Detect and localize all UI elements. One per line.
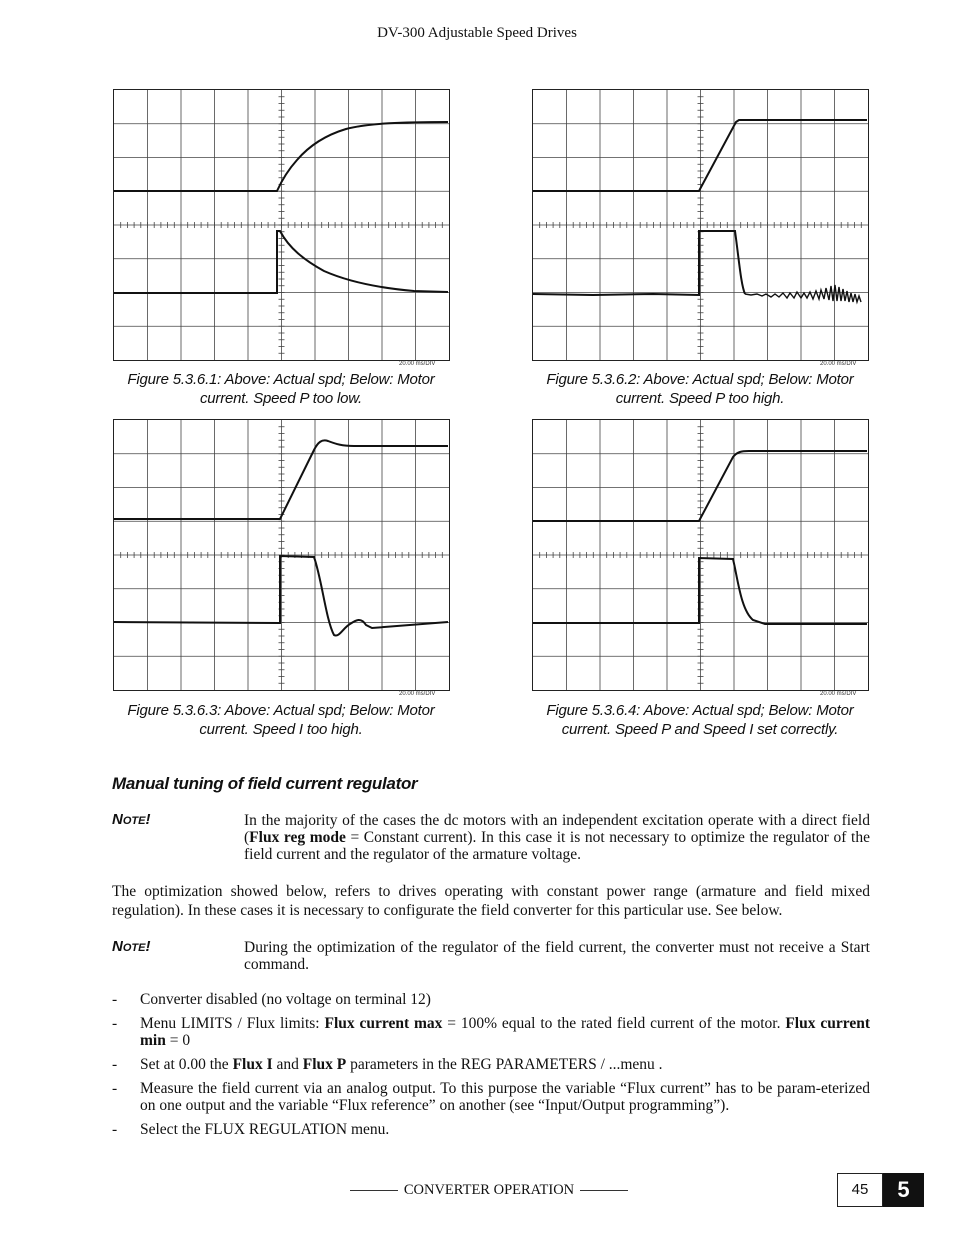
current-oscillation	[745, 285, 861, 302]
scope-scale-label: 20.00 ms/DIV	[820, 691, 857, 697]
speed-trace	[533, 451, 867, 521]
scope-grid	[533, 420, 868, 690]
page-footer: CONVERTER OPERATION	[342, 1182, 636, 1199]
list-item: - Converter disabled (no voltage on terminal 12)	[112, 991, 431, 1008]
list-item: - Measure the field current via an analog output. To this purpose the variable “Flux current” has to be param-eterized on one output and the variable “Flux reference” on another (see “Input/Output programming”).	[112, 1080, 870, 1114]
oscilloscope-trace-2	[532, 89, 869, 361]
body-paragraph: The optimization showed below, refers to drives operating with constant power range (armature and field mixed regulation). In these cases it is necessary to configurate the field converter for this particular use. See below.	[112, 883, 870, 919]
speed-trace	[114, 440, 448, 519]
current-trace	[533, 558, 867, 624]
speed-trace	[114, 122, 448, 191]
note-text-1: In the majority of the cases the dc motors with an independent excitation operate with a direct field (Flux reg mode = Constant current). In this case it is not necessary to optimize the regulator of the field current and the regulator of the armature voltage.	[244, 812, 870, 863]
scope-grid	[533, 90, 868, 360]
chapter-tab: 5	[883, 1173, 924, 1207]
oscilloscope-trace-1	[113, 89, 450, 361]
current-trace	[114, 556, 448, 636]
page-header: DV-300 Adjustable Speed Drives	[377, 25, 577, 41]
note-label: NOTE!	[112, 938, 151, 955]
scope-grid	[114, 420, 449, 690]
list-item: - Menu LIMITS / Flux limits: Flux current max = 100% equal to the rated field current of the motor. Flux current min = 0	[112, 1015, 870, 1049]
figure-caption-4: Figure 5.3.6.4: Above: Actual spd; Below: Motor current. Speed P and Speed I set correctly.	[546, 702, 854, 738]
note-text-2: During the optimization of the regulator of the field current, the converter must not receive a Start command.	[244, 939, 870, 973]
footer-rule-left	[350, 1190, 398, 1191]
section-title: Manual tuning of field current regulator	[112, 774, 418, 793]
page-number: 45	[837, 1173, 883, 1207]
scope-scale-label: 20.00 ms/DIV	[820, 361, 857, 367]
procedure-list	[112, 991, 870, 1145]
list-item: - Set at 0.00 the Flux I and Flux P parameters in the REG PARAMETERS / ...menu .	[112, 1056, 663, 1073]
oscilloscope-trace-3	[113, 419, 450, 691]
figure-caption-2: Figure 5.3.6.2: Above: Actual spd; Below: Motor current. Speed P too high.	[546, 371, 854, 407]
current-trace	[114, 231, 448, 293]
footer-rule-right	[580, 1190, 628, 1191]
note-label: NOTE!	[112, 811, 151, 828]
scope-grid	[114, 90, 449, 360]
figure-caption-1: Figure 5.3.6.1: Above: Actual spd; Below: Motor current. Speed P too low.	[127, 371, 435, 407]
scope-scale-label: 20.00 ms/DIV	[399, 361, 436, 367]
figure-caption-3: Figure 5.3.6.3: Above: Actual spd; Below: Motor current. Speed I too high.	[127, 702, 435, 738]
scope-scale-label: 20.00 ms/DIV	[399, 691, 436, 697]
list-item: - Select the FLUX REGULATION menu.	[112, 1121, 390, 1138]
oscilloscope-trace-4	[532, 419, 869, 691]
current-trace	[533, 231, 745, 295]
